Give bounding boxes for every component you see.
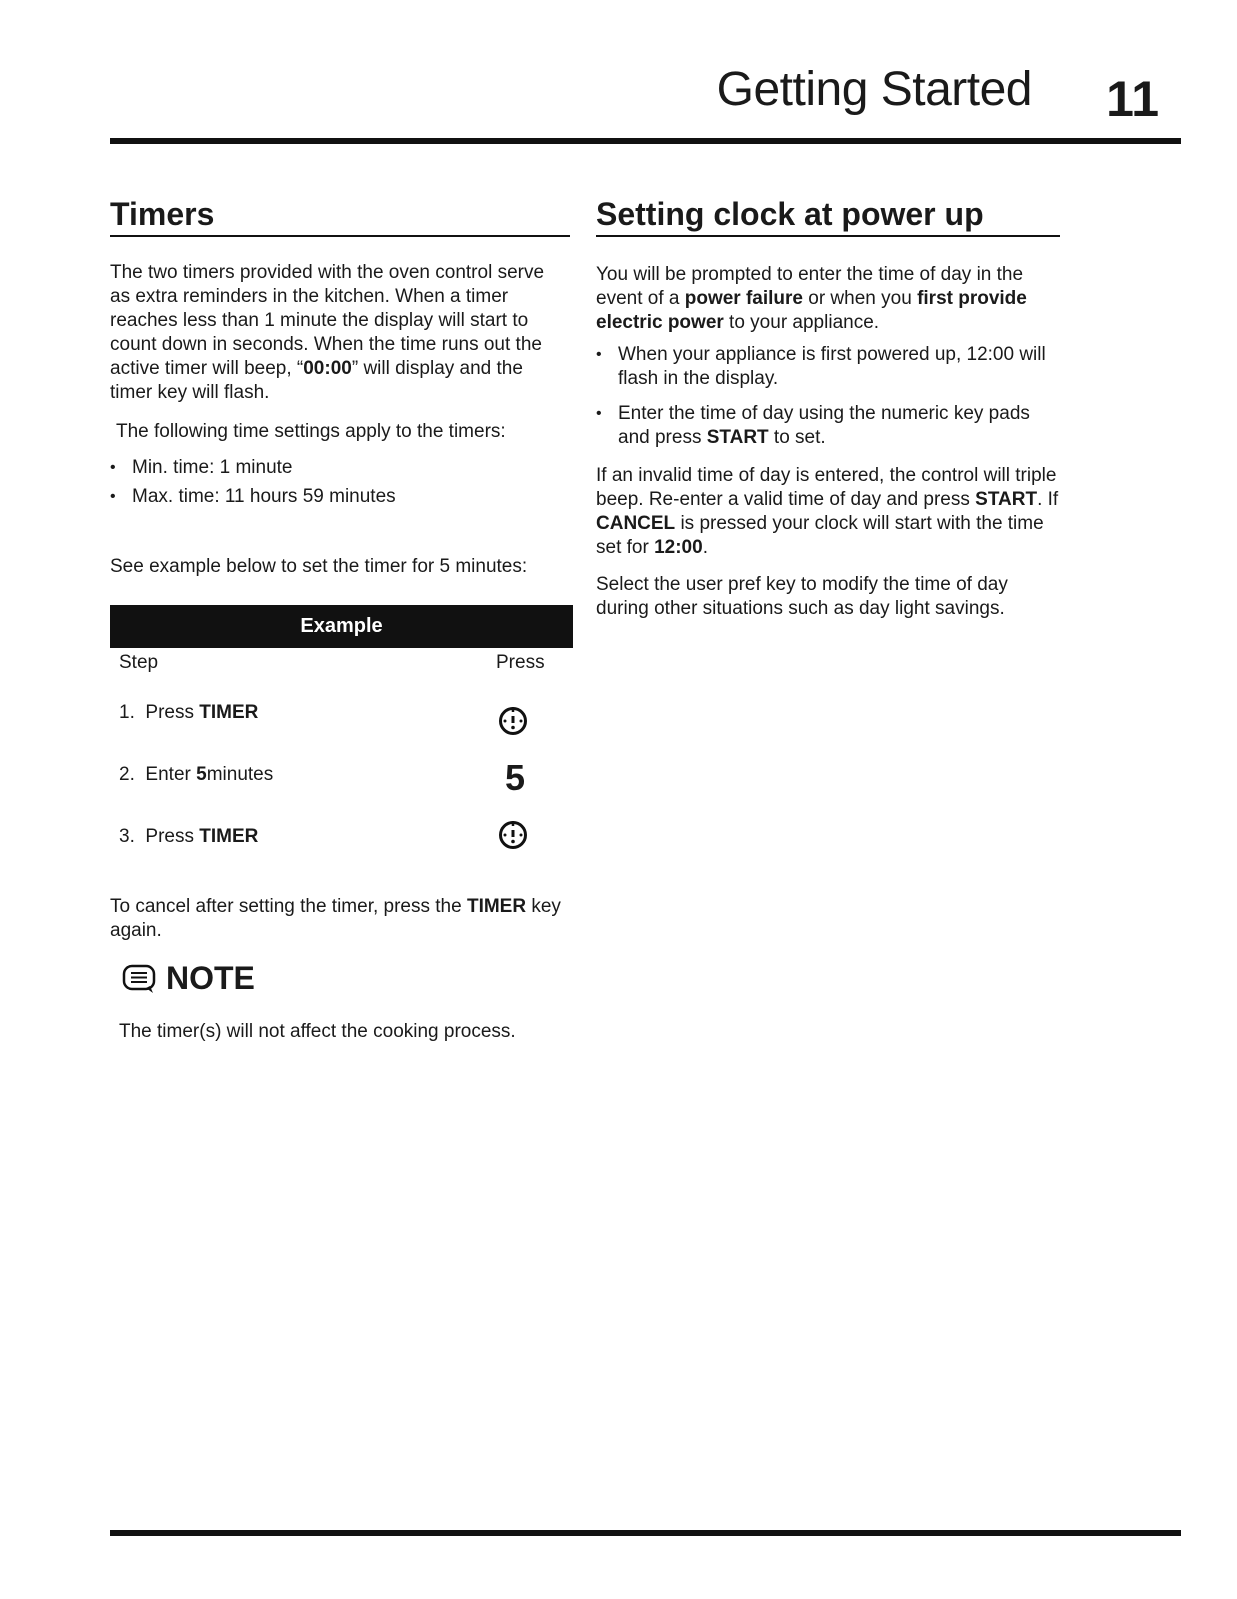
cancel-instructions — [110, 895, 570, 943]
list-item — [596, 402, 1056, 450]
bullet-key: START — [706, 427, 769, 448]
numeric-key-5: 5 — [505, 757, 526, 798]
invalid-text-1: If an invalid time of day is entered, the control will triple beep. Re-enter a valid time of day and press — [596, 465, 1057, 510]
step-key: TIMER — [199, 826, 259, 847]
clock-heading: Setting clock at power up — [596, 196, 1060, 237]
clock-steps-list — [596, 343, 1056, 461]
step-key: 5 — [196, 764, 207, 785]
page-number: 11 — [1106, 71, 1159, 127]
page-title: Getting Started — [716, 63, 1032, 116]
invalid-text-2: . If — [1037, 489, 1059, 510]
footer-rule — [110, 1530, 1181, 1536]
list-item: • When your appliance is first powered up, 12:00 will flash in the display. — [596, 343, 1056, 391]
timer-key-icon — [498, 818, 528, 852]
list-item: • Max. time: 11 hours 59 minutes — [110, 485, 565, 509]
step-text: Press — [145, 702, 200, 723]
clock-intro-text-1: You will be prompted to enter the time of day in the event of a — [596, 264, 1024, 309]
step-number: 1. — [119, 702, 135, 723]
clock-intro-bold-1: power failure — [684, 288, 803, 309]
timers-intro-paragraph — [110, 261, 565, 405]
invalid-time: 12:00 — [654, 537, 703, 558]
example-step-header: Step — [119, 652, 159, 673]
cancel-text-1: To cancel after setting the timer, press the — [110, 896, 467, 917]
note-body: The timer(s) will not affect the cooking process. — [119, 1021, 516, 1042]
clock-intro-paragraph — [596, 263, 1066, 335]
note-label: NOTE — [166, 960, 255, 996]
timers-intro-bold: 00:00 — [303, 358, 352, 379]
clock-select-paragraph: Select the user pref key to modify the time of day during other situations such as day light savings. — [596, 574, 1008, 619]
note-icon — [122, 964, 158, 994]
timers-intro-text-2: ” will display and the timer key will flash. — [110, 358, 523, 403]
step-number: 2. — [119, 764, 135, 785]
timers-heading: Timers — [110, 196, 570, 237]
clock-intro-text-2: or when you — [802, 288, 918, 309]
clock-intro-text-3: to your appliance. — [723, 312, 880, 333]
example-lead-text: See example below to set the timer for 5 minutes: — [110, 556, 528, 577]
header-rule — [110, 138, 1181, 144]
timers-apply-text: The following time settings apply to the timers: — [116, 421, 506, 442]
step-suffix: minutes — [206, 764, 274, 785]
timer-key-icon — [498, 704, 528, 738]
step-text: Enter — [145, 764, 197, 785]
example-step-row — [119, 764, 273, 786]
invalid-key-start: START — [975, 489, 1038, 510]
step-key: TIMER — [199, 702, 259, 723]
example-header-bar: Example — [110, 605, 573, 648]
cancel-text-2: key again. — [110, 896, 561, 941]
cancel-key: TIMER — [466, 896, 527, 917]
clock-intro-bold-2: first provide electric power — [596, 288, 1027, 333]
bullet-text: Enter the time of day using the numeric key pads and press — [618, 403, 1030, 448]
invalid-text-3: is pressed your clock will start with the time set for — [596, 513, 1044, 558]
example-press-header: Press — [496, 652, 545, 673]
bullet-text: to set. — [768, 427, 826, 448]
invalid-key-cancel: CANCEL — [596, 513, 676, 534]
example-step-row — [119, 826, 258, 848]
step-number: 3. — [119, 826, 135, 847]
example-step-row — [119, 702, 258, 724]
clock-invalid-paragraph — [596, 464, 1061, 560]
list-item: • Min. time: 1 minute — [110, 456, 565, 480]
invalid-text-4: . — [702, 537, 708, 558]
timer-settings-list — [110, 456, 565, 514]
timers-intro-text-1: The two timers provided with the oven control serve as extra reminders in the kitchen. When a timer reaches less than 1 minute the display will start to count down in seconds. When the time runs out the active timer will beep, “ — [110, 262, 545, 379]
step-text: Press — [145, 826, 200, 847]
